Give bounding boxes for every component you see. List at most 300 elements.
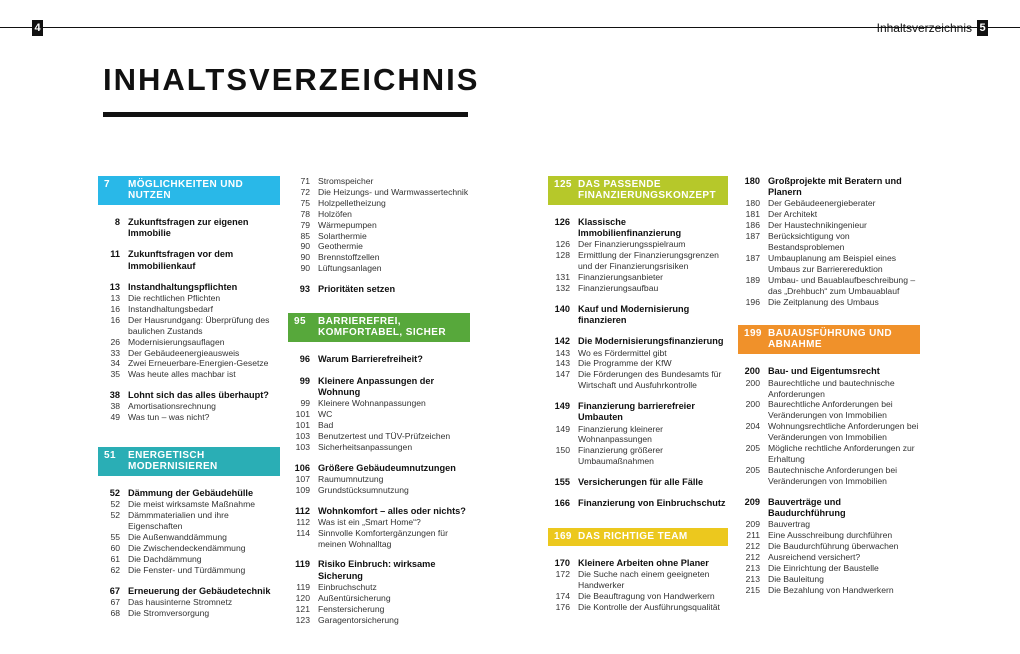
toc-entry[interactable]: [548, 569, 728, 591]
page-number: 211: [746, 530, 760, 541]
entry-title: Kleinere Wohnanpassungen: [318, 397, 426, 408]
toc-section-entry[interactable]: [98, 586, 280, 597]
page-number: 96: [299, 354, 310, 365]
toc-entry[interactable]: [738, 541, 920, 552]
toc-entry[interactable]: [738, 220, 920, 231]
toc-entry[interactable]: [738, 198, 920, 209]
toc-entry[interactable]: [548, 348, 728, 359]
toc-entry[interactable]: [288, 263, 470, 274]
toc-section-entry[interactable]: [98, 282, 280, 293]
entry-title: Die Einrichtung der Baustelle: [768, 562, 879, 573]
spacer: [548, 510, 728, 528]
entry-title: Grundstücksumnutzung: [318, 484, 409, 495]
toc-entry[interactable]: [738, 231, 920, 253]
entry-title: Ermittlung der Finanzierungsgrenzen und der Finanzierungsrisiken: [578, 250, 719, 272]
page-number: 213: [745, 562, 760, 573]
toc-section-entry[interactable]: [288, 354, 470, 365]
toc-entry[interactable]: [288, 420, 470, 431]
page-number: 180: [744, 176, 760, 186]
toc-list: [288, 354, 470, 625]
toc-entry[interactable]: [98, 412, 280, 423]
entry-title: Finanzierung kleinerer Wohnanpassungen: [578, 423, 664, 445]
page-title: INHALTSVERZEICHNIS: [103, 62, 480, 97]
toc-entry[interactable]: [548, 250, 728, 272]
toc-entry[interactable]: [98, 337, 280, 348]
toc-entry[interactable]: [288, 241, 470, 252]
toc-entry[interactable]: [98, 510, 280, 532]
toc-entry[interactable]: [738, 465, 920, 487]
page-number: 52: [109, 488, 120, 499]
entry-title: Die Modernisierungsfinanzierung: [578, 336, 724, 347]
chapter-heading[interactable]: [98, 447, 280, 476]
page-number: 150: [555, 445, 570, 456]
page-number: 200: [745, 399, 760, 410]
toc-section-entry[interactable]: [548, 336, 728, 347]
toc-section-entry[interactable]: [548, 217, 728, 239]
page-number: 205: [745, 464, 760, 475]
page-number: 16: [110, 303, 120, 314]
page-number: 170: [554, 557, 570, 568]
toc-entry[interactable]: [288, 220, 470, 231]
page-number: 174: [555, 590, 570, 601]
entry-title: Die Suche nach einem geeigneten Handwerker: [578, 568, 710, 590]
toc-entry[interactable]: [548, 602, 728, 613]
page-number: 128: [555, 250, 570, 261]
toc-entry[interactable]: [548, 239, 728, 250]
entry-title: Berücksichtigung von Bestandsproblemen: [768, 231, 850, 253]
toc-section-entry[interactable]: [98, 249, 280, 271]
toc-entry[interactable]: [98, 532, 280, 543]
page-number: 149: [554, 401, 570, 412]
page-number: 215: [745, 584, 760, 595]
page-number: 107: [295, 473, 310, 484]
toc-entry[interactable]: [288, 604, 470, 615]
page-number: 112: [296, 516, 310, 527]
toc-entry[interactable]: [548, 424, 728, 446]
page-number: 49: [110, 412, 120, 423]
toc-entry[interactable]: [738, 552, 920, 563]
toc-entry[interactable]: [288, 528, 470, 550]
toc-column-1: [98, 176, 280, 619]
toc-entry[interactable]: [288, 409, 470, 420]
entry-title: Holzpelletheizung: [318, 197, 386, 208]
toc-entry[interactable]: [738, 275, 920, 297]
toc-list: [548, 558, 728, 613]
chapter-number: 7: [104, 179, 110, 190]
entry-title: Baurechtliche und bautechnische Anforderungen: [768, 377, 895, 399]
page-number: 103: [295, 430, 310, 441]
toc-entry[interactable]: [288, 442, 470, 453]
entry-title: Was ist ein „Smart Home“?: [318, 516, 421, 527]
toc-entry[interactable]: [738, 378, 920, 400]
page-number: 200: [745, 377, 760, 388]
entry-title: Finanzierung von Einbruchschutz: [578, 498, 726, 509]
toc-entry[interactable]: [288, 593, 470, 604]
entry-title: Baurechtliche Anforderungen bei Veränderungen von Immobilien: [768, 399, 893, 421]
toc-entry[interactable]: [738, 574, 920, 585]
toc-column-3: [548, 176, 728, 612]
entry-title: Fenstersicherung: [318, 603, 385, 614]
entry-title: Instandhaltungspflichten: [128, 281, 238, 292]
page-number: 13: [109, 281, 120, 292]
page-number: 61: [110, 554, 120, 565]
toc-entry[interactable]: [288, 582, 470, 593]
page-number: 205: [745, 443, 760, 454]
page-number: 8: [114, 217, 120, 227]
page-number: 149: [555, 423, 570, 434]
page-number: 181: [745, 209, 760, 220]
entry-title: Wohnkomfort – alles oder nichts?: [318, 505, 466, 516]
toc-entry[interactable]: [738, 519, 920, 530]
toc-entry[interactable]: [98, 348, 280, 359]
page-number: 99: [300, 397, 310, 408]
toc-section-entry[interactable]: [288, 463, 470, 474]
entry-title: Einbruchschutz: [318, 581, 377, 592]
toc-entry[interactable]: [98, 543, 280, 554]
page-number: 155: [554, 477, 570, 488]
toc-entry[interactable]: [548, 283, 728, 294]
toc-section-entry[interactable]: [288, 284, 470, 295]
page-number: 132: [555, 283, 570, 294]
toc-entry[interactable]: [288, 517, 470, 528]
page-number: 52: [110, 499, 120, 510]
toc-entry[interactable]: [738, 399, 920, 421]
page-number: 121: [295, 603, 310, 614]
entry-title: Amortisationsrechnung: [128, 401, 216, 412]
toc-section-entry[interactable]: [548, 401, 728, 423]
toc-list: [288, 176, 470, 295]
chapter-heading[interactable]: [98, 176, 280, 205]
chapter-heading[interactable]: [548, 176, 728, 205]
chapter-title: BAUAUSFÜHRUNG UND ABNAHME: [768, 328, 893, 351]
chapter-number: 199: [744, 328, 762, 340]
entry-title: Der Gebäudeenergieberater: [768, 198, 876, 209]
right-page-number: 5: [977, 20, 988, 36]
page-number: 62: [110, 564, 120, 575]
page-number: 33: [110, 347, 120, 358]
page-number: 52: [110, 510, 120, 521]
page-number: 189: [745, 274, 760, 285]
entry-title: Zwei Erneuerbare-Energien-Gesetze: [128, 358, 269, 369]
page-number: 212: [745, 540, 760, 551]
entry-title: Wärmepumpen: [318, 219, 377, 230]
entry-title: Was tun – was nicht?: [128, 412, 210, 423]
entry-title: Bautechnische Anforderungen bei Veränderungen von Immobilien: [768, 464, 898, 486]
chapter-heading[interactable]: [738, 325, 920, 354]
entry-title: Eine Ausschreibung durchführen: [768, 530, 893, 541]
entry-title: Die Bauleitung: [768, 573, 824, 584]
page-number: 187: [745, 252, 760, 263]
entry-title: Kleinere Anpassungen der Wohnung: [318, 375, 435, 397]
entry-title: Die Bezahlung von Handwerkern: [768, 584, 894, 595]
toc-entry[interactable]: [98, 597, 280, 608]
entry-title: Sicherheitsanpassungen: [318, 441, 413, 452]
toc-entry[interactable]: [288, 176, 470, 187]
toc-section-entry[interactable]: [548, 498, 728, 509]
page-number: 16: [110, 314, 120, 325]
page-number: 67: [109, 585, 120, 596]
chapter-heading[interactable]: [288, 313, 470, 342]
entry-title: Zukunftsfragen zur eigenen Immobilie: [128, 217, 249, 239]
entry-title: Dämmmaterialien und ihre Eigenschaften: [128, 510, 229, 532]
toc-entry[interactable]: [548, 272, 728, 283]
chapter-number: 169: [554, 530, 572, 542]
toc-entry[interactable]: [288, 398, 470, 409]
page-number: 90: [300, 263, 310, 274]
entry-title: Die Beauftragung von Handwerkern: [578, 590, 715, 601]
page-number: 120: [295, 592, 310, 603]
toc-entry[interactable]: [548, 445, 728, 467]
toc-entry[interactable]: [548, 358, 728, 369]
entry-title: Die Zwischendeckendämmung: [128, 543, 246, 554]
toc-entry[interactable]: [98, 293, 280, 304]
toc-section-entry[interactable]: [548, 477, 728, 488]
toc-section-entry[interactable]: [98, 390, 280, 401]
entry-title: Bau- und Eigentumsrecht: [768, 366, 880, 377]
page-number: 13: [110, 293, 120, 304]
page-number: 131: [555, 272, 570, 283]
entry-title: Die Fenster- und Türdämmung: [128, 564, 246, 575]
entry-title: Was heute alles machbar ist: [128, 369, 236, 380]
entry-title: Die rechtlichen Pflichten: [128, 293, 221, 304]
entry-title: Dämmung der Gebäudehülle: [128, 488, 254, 499]
entry-title: Solarthermie: [318, 230, 367, 241]
toc-entry[interactable]: [288, 485, 470, 496]
entry-title: Stromspeicher: [318, 176, 374, 186]
chapter-number: 51: [104, 450, 116, 462]
entry-title: Größere Gebäudeumnutzungen: [318, 462, 456, 473]
entry-title: Prioritäten setzen: [318, 284, 396, 295]
entry-title: Kleinere Arbeiten ohne Planer: [578, 557, 709, 568]
entry-title: WC: [318, 408, 333, 419]
toc-entry[interactable]: [288, 474, 470, 485]
toc-entry[interactable]: [738, 253, 920, 275]
page-number: 26: [110, 336, 120, 347]
toc-entry[interactable]: [738, 443, 920, 465]
page-number: 99: [299, 375, 310, 386]
toc-list: [548, 217, 728, 510]
entry-title: Außentürsicherung: [318, 592, 391, 603]
toc-column-4: [738, 176, 920, 595]
toc-list: [98, 488, 280, 619]
toc-entry[interactable]: [98, 369, 280, 380]
toc-column-2: [288, 176, 470, 625]
page-number: 213: [745, 573, 760, 584]
page-number: 196: [745, 296, 760, 307]
spacer: [288, 295, 470, 313]
page-number: 93: [299, 284, 310, 295]
toc-entry[interactable]: [98, 315, 280, 337]
entry-title: Umbauplanung am Beispiel eines Umbaus zur Barrierereduktion: [768, 252, 897, 274]
entry-title: Versicherungen für alle Fälle: [578, 477, 704, 488]
entry-title: Brennstoffzellen: [318, 252, 380, 263]
page-number: 143: [555, 358, 570, 369]
page-header: [0, 0, 1020, 54]
entry-title: Erneuerung der Gebäudetechnik: [128, 585, 271, 596]
page-number: 176: [555, 601, 570, 612]
entry-title: Die Außenwanddämmung: [128, 532, 227, 543]
page-number: 186: [745, 220, 760, 231]
page-number: 109: [295, 484, 310, 495]
toc-entry[interactable]: [98, 304, 280, 315]
page-number: 126: [555, 239, 570, 250]
entry-title: Bad: [318, 419, 334, 430]
entry-title: Großprojekte mit Beratern und Planern: [768, 176, 902, 198]
entry-title: Die Förderungen des Bundesamts für Wirtschaft und Ausfuhrkontrolle: [578, 369, 722, 391]
toc-entry[interactable]: [738, 209, 920, 220]
toc-section-entry[interactable]: [288, 506, 470, 517]
entry-title: Finanzierung barrierefreier Umbauten: [578, 401, 695, 423]
entry-title: Klassische Immobilienfinanzierung: [578, 217, 682, 239]
chapter-title: DAS RICHTIGE TEAM: [578, 530, 688, 542]
toc-section-entry[interactable]: [98, 488, 280, 499]
toc-entry[interactable]: [288, 209, 470, 220]
entry-title: Wohnungsrechtliche Anforderungen bei Veränderungen von Immobilien: [768, 421, 919, 443]
page-number: 209: [744, 496, 760, 507]
entry-title: Die Programme der KfW: [578, 358, 672, 369]
page-number: 126: [554, 217, 570, 227]
entry-title: Geothermie: [318, 241, 363, 252]
toc-entry[interactable]: [738, 297, 920, 308]
page-number: 67: [110, 597, 120, 608]
entry-title: Raumumnutzung: [318, 473, 384, 484]
entry-title: Umbau- und Bauablaufbeschreibung – das „Drehbuch“ zum Umbauablauf: [768, 274, 916, 296]
page-number: 79: [300, 219, 310, 230]
entry-title: Holzöfen: [318, 208, 352, 219]
page-number: 187: [745, 231, 760, 242]
toc-entry[interactable]: [98, 499, 280, 510]
entry-title: Die Heizungs- und Warmwassertechnik: [318, 186, 469, 197]
page-number: 172: [555, 568, 570, 579]
page-number: 60: [110, 543, 120, 554]
title-underline: [103, 112, 468, 117]
toc-section-entry[interactable]: [288, 376, 470, 398]
page-number: 78: [300, 208, 310, 219]
toc-entry[interactable]: [98, 608, 280, 619]
entry-title: Benutzertest und TÜV-Prüfzeichen: [318, 430, 451, 441]
toc-entry[interactable]: [98, 358, 280, 369]
toc-entry[interactable]: [548, 369, 728, 391]
entry-title: Instandhaltungsbedarf: [128, 303, 214, 314]
page-number: 90: [300, 252, 310, 263]
toc-entry[interactable]: [98, 554, 280, 565]
entry-title: Finanzierungsaufbau: [578, 283, 659, 294]
toc-list: [738, 366, 920, 595]
spacer: [98, 423, 280, 447]
page-number: 101: [295, 419, 310, 430]
toc-entry[interactable]: [98, 401, 280, 412]
page-number: 140: [554, 303, 570, 314]
entry-title: Mögliche rechtliche Anforderungen zur Erhaltung: [768, 443, 915, 465]
entry-title: Die Zeitplanung des Umbaus: [768, 296, 879, 307]
toc-entry[interactable]: [738, 585, 920, 596]
toc-entry[interactable]: [738, 530, 920, 541]
page-number: 112: [295, 505, 310, 516]
page-number: 180: [745, 198, 760, 209]
entry-title: Lüftungsanlagen: [318, 263, 382, 274]
left-page-number: 4: [32, 20, 43, 36]
page-number: 75: [300, 197, 310, 208]
chapter-title: ENERGETISCH MODERNISIEREN: [128, 450, 218, 473]
header-rule: [0, 27, 1020, 28]
entry-title: Bauvertrag: [768, 519, 811, 530]
entry-title: Modernisierungsauflagen: [128, 336, 225, 347]
toc-section-entry[interactable]: [738, 497, 920, 519]
toc-section-entry[interactable]: [548, 558, 728, 569]
chapter-title: MÖGLICHKEITEN UND NUTZEN: [128, 179, 244, 201]
toc-section-entry[interactable]: [98, 217, 280, 239]
page-number: 119: [295, 559, 310, 570]
page-number: 142: [554, 336, 570, 347]
entry-title: Garagentorsicherung: [318, 614, 399, 625]
entry-title: Die Dachdämmung: [128, 554, 202, 565]
entry-title: Risiko Einbruch: wirksame Sicherung: [318, 559, 436, 581]
page-number: 103: [295, 441, 310, 452]
entry-title: Das hausinterne Stromnetz: [128, 597, 233, 608]
entry-title: Der Hausrundgang: Überprüfung des baulichen Zustands: [128, 314, 270, 336]
page-number: 11: [110, 249, 120, 260]
chapter-heading[interactable]: [548, 528, 728, 546]
entry-title: Der Finanzierungsspielraum: [578, 239, 686, 250]
toc-entry[interactable]: [288, 198, 470, 209]
entry-title: Die Kontrolle der Ausführungsqualität: [578, 601, 720, 612]
entry-title: Der Haustechnikingenieur: [768, 220, 867, 231]
chapter-title: BARRIEREFREI, KOMFORTABEL, SICHER: [318, 316, 446, 339]
toc-section-entry[interactable]: [288, 559, 470, 581]
page-number: 71: [300, 176, 310, 186]
toc-entry[interactable]: [288, 187, 470, 198]
page-number: 85: [300, 230, 310, 241]
toc-entry[interactable]: [288, 615, 470, 626]
entry-title: Die meist wirksamste Maßnahme: [128, 499, 256, 510]
chapter-title: DAS PASSENDE FINANZIERUNGSKONZEPT: [578, 179, 716, 201]
toc-entry[interactable]: [98, 565, 280, 576]
toc-entry[interactable]: [548, 591, 728, 602]
page-number: 143: [555, 347, 570, 358]
running-head: Inhaltsverzeichnis: [876, 21, 972, 35]
toc-section-entry[interactable]: [548, 304, 728, 326]
page-number: 119: [296, 581, 310, 592]
page-number: 212: [745, 551, 760, 562]
toc-entry[interactable]: [738, 421, 920, 443]
entry-title: Kauf und Modernisierung finanzieren: [578, 303, 690, 326]
entry-title: Zukunftsfragen vor dem Immobilienkauf: [128, 249, 234, 271]
page-number: 38: [109, 390, 120, 401]
entry-title: Der Architekt: [768, 209, 818, 220]
page-number: 166: [554, 498, 570, 509]
page-number: 204: [745, 421, 760, 432]
entry-title: Der Gebäudeenergieausweis: [128, 347, 240, 358]
chapter-number: 95: [294, 316, 306, 328]
toc-entry[interactable]: [738, 563, 920, 574]
toc-entry[interactable]: [288, 231, 470, 242]
entry-title: Finanzierung größerer Umbaumaßnahmen: [578, 445, 664, 467]
toc-list: [738, 176, 920, 307]
entry-title: Wo es Fördermittel gibt: [578, 347, 667, 358]
entry-title: Ausreichend versichert?: [768, 551, 861, 562]
entry-title: Lohnt sich das alles überhaupt?: [128, 390, 269, 401]
toc-entry[interactable]: [288, 252, 470, 263]
toc-section-entry[interactable]: [738, 366, 920, 377]
entry-title: Bauverträge und Baudurchführung: [768, 496, 846, 518]
page-number: 90: [300, 241, 310, 252]
toc-list: [98, 217, 280, 423]
toc-entry[interactable]: [288, 431, 470, 442]
toc-section-entry[interactable]: [738, 176, 920, 198]
spacer: [738, 307, 920, 325]
page-number: 55: [110, 532, 120, 543]
entry-title: Warum Barrierefreiheit?: [318, 354, 423, 365]
